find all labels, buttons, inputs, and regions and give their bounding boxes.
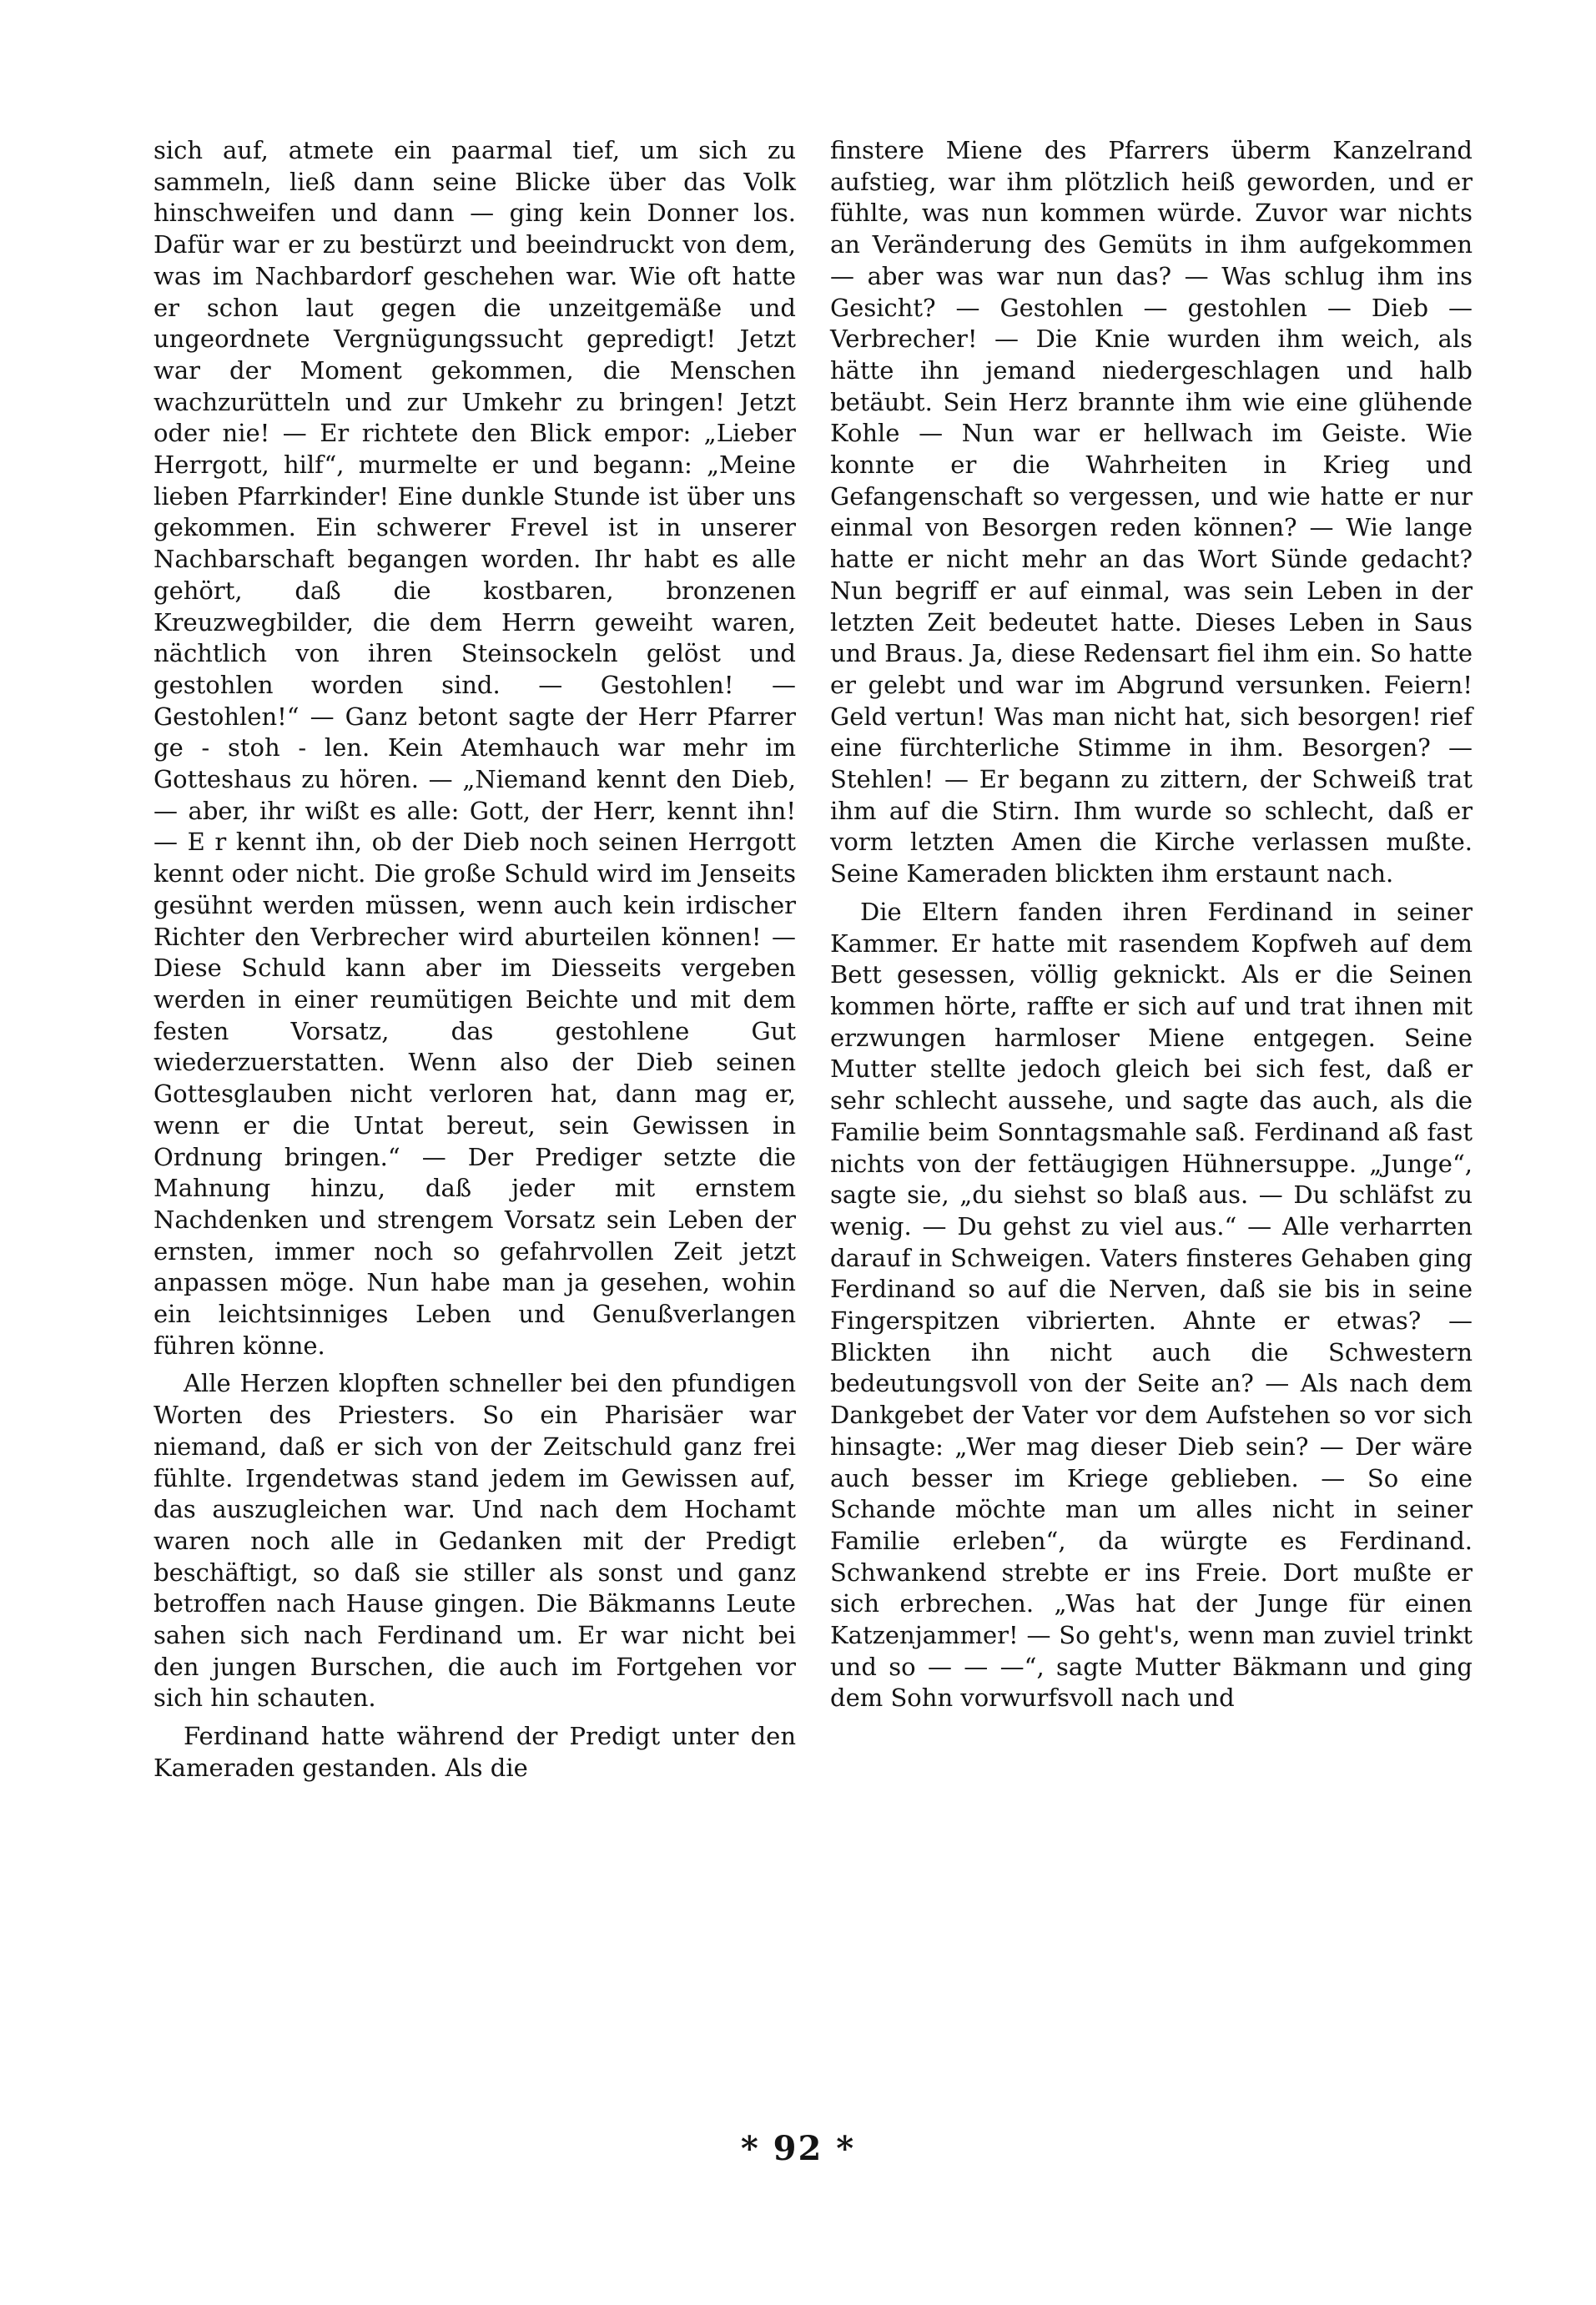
paragraph: finstere Miene des Pfarrers überm Kanzelrand aufstieg, war ihm plötzlich heiß geworden, und er fühlte, was nun kommen würde. Zuvor war nichts an Veränderung des Gemüts in ihm aufgekommen — aber was war nun das? — Was schlug ihm ins Gesicht? — Gestohlen — gestohlen — Dieb — Verbrecher! — Die Knie wurden ihm weich, als hätte ihn jemand niedergeschlagen und halb betäubt. Sein Herz brannte ihm wie eine glühende Kohle — Nun war er hellwach im Geiste. Wie konnte er die Wahrheiten in Krieg und Gefangenschaft so vergessen, und wie hatte er nur einmal von Besorgen reden können? — Wie lange hatte er nicht mehr an das Wort Sünde gedacht? Nun begriff er auf einmal, was sein Leben in der letzten Zeit bedeutet hatte. Dieses Leben in Saus und Braus. Ja, diese Redensart fiel ihm ein. So hatte er gelebt und war im Abgrund versunken. Feiern! Geld vertun! Was man nicht hat, sich besorgen! rief eine fürchterliche Stimme in ihm. Besorgen? — Stehlen! — Er begann zu zittern, der Schweiß trat ihm auf die Stirn. Ihm wurde so schlecht, daß er vorm letzten Amen die Kirche verlassen mußte. Seine Kameraden blickten ihm erstaunt nach. <box>830 136 1473 888</box>
text-column-right <box>830 135 1473 1714</box>
paragraph: sich auf, atmete ein paarmal tief, um sich zu sammeln, ließ dann seine Blicke über das Volk hinschweifen und dann — ging kein Donner los. Dafür war er zu bestürzt und beeindruckt von dem, was im Nachbardorf geschehen war. Wie oft hatte er schon laut gegen die unzeitgemäße und ungeordnete Vergnügungssucht gepredigt! Jetzt war der Moment gekommen, die Menschen wachzurütteln und zur Umkehr zu bringen! Jetzt oder nie! — Er richtete den Blick empor: „Lieber Herrgott, hilf“, murmelte er und begann: „Meine lieben Pfarrkinder! Eine dunkle Stunde ist über uns gekommen. Ein schwerer Frevel ist in unserer Nachbarschaft begangen worden. Ihr habt es alle gehört, daß die kostbaren, bronzenen Kreuzwegbilder, die dem Herrn geweiht waren, nächtlich von ihren Steinsockeln gelöst und gestohlen worden sind. — Gestohlen! — Gestohlen!“ — Ganz betont sagte der Herr Pfarrer ge - stoh - len. Kein Atemhauch war mehr im Gotteshaus zu hören. — „Niemand kennt den Dieb, — aber, ihr wißt es alle: Gott, der Herr, kennt ihn! — E r kennt ihn, ob der Dieb noch seinen Herrgott kennt oder nicht. Die große Schuld wird im Jenseits gesühnt werden müssen, wenn auch kein irdischer Richter den Verbrecher wird aburteilen können! — Diese Schuld kann aber im Diesseits vergeben werden in einer reumütigen Beichte und mit dem festen Vorsatz, das gestohlene Gut wiederzuerstatten. Wenn also der Dieb seinen Gottesglauben nicht verloren hat, dann mag er, wenn er die Untat bereut, sein Gewissen in Ordnung bringen.“ — Der Prediger setzte die Mahnung hinzu, daß jeder mit ernstem Nachdenken und strengem Vorsatz sein Leben der ernsten, immer noch so gefahrvollen Zeit jetzt anpassen möge. Nun habe man ja gesehen, wohin ein leichtsinniges Leben und Genußverlangen führen könne. <box>154 136 796 1360</box>
page-number: * 92 * <box>740 2129 856 2168</box>
paragraph: Alle Herzen klopften schneller bei den pfundigen Worten des Priesters. So ein Pharisäer war niemand, daß er sich von der Zeitschuld ganz frei fühlte. Irgendetwas stand jedem im Gewissen auf, das auszugleichen war. Und nach dem Hochamt waren noch alle in Gedanken mit der Predigt beschäftigt, so daß sie stiller als sonst und ganz betroffen nach Hause gingen. Die Bäkmanns Leute sahen sich nach Ferdinand um. Er war nicht bei den jungen Burschen, die auch im Fortgehen vor sich hin schauten. <box>154 1369 796 1713</box>
paragraph: Die Eltern fanden ihren Ferdinand in seiner Kammer. Er hatte mit rasendem Kopfweh auf dem Bett gesessen, völlig geknickt. Als er die Seinen kommen hörte, raffte er sich auf und trat ihnen mit erzwungen harmloser Miene entgegen. Seine Mutter stellte jedoch gleich bei sich fest, daß er sehr schlecht aussehe, und sagte das auch, als die Familie beim Sonntagsmahle saß. Ferdinand aß fast nichts von der fettäugigen Hühnersuppe. „Junge“, sagte sie, „du siehst so blaß aus. — Du schläfst zu wenig. — Du gehst zu viel aus.“ — Alle verharrten darauf in Schweigen. Vaters finsteres Gehaben ging Ferdinand so auf die Nerven, daß sie bis in seine Fingerspitzen vibrierten. Ahnte er etwas? — Blickten ihn nicht auch die Schwestern bedeutungsvoll von der Seite an? — Als nach dem Dankgebet der Vater vor dem Aufstehen so vor sich hinsagte: „Wer mag dieser Dieb sein? — Der wäre auch besser im Kriege geblieben. — So eine Schande möchte man um alles nicht in seiner Familie erleben“, da würgte es Ferdinand. Schwankend strebte er ins Freie. Dort mußte er sich erbrechen. „Was hat der Junge für einen Katzenjammer! — So geht's, wenn man zuviel trinkt und so — — —“, sagte Mutter Bäkmann und ging dem Sohn vorwurfsvoll nach und <box>830 897 1473 1713</box>
text-column-left <box>154 135 796 1784</box>
paragraph: Ferdinand hatte während der Predigt unter den Kameraden gestanden. Als die <box>154 1722 796 1782</box>
